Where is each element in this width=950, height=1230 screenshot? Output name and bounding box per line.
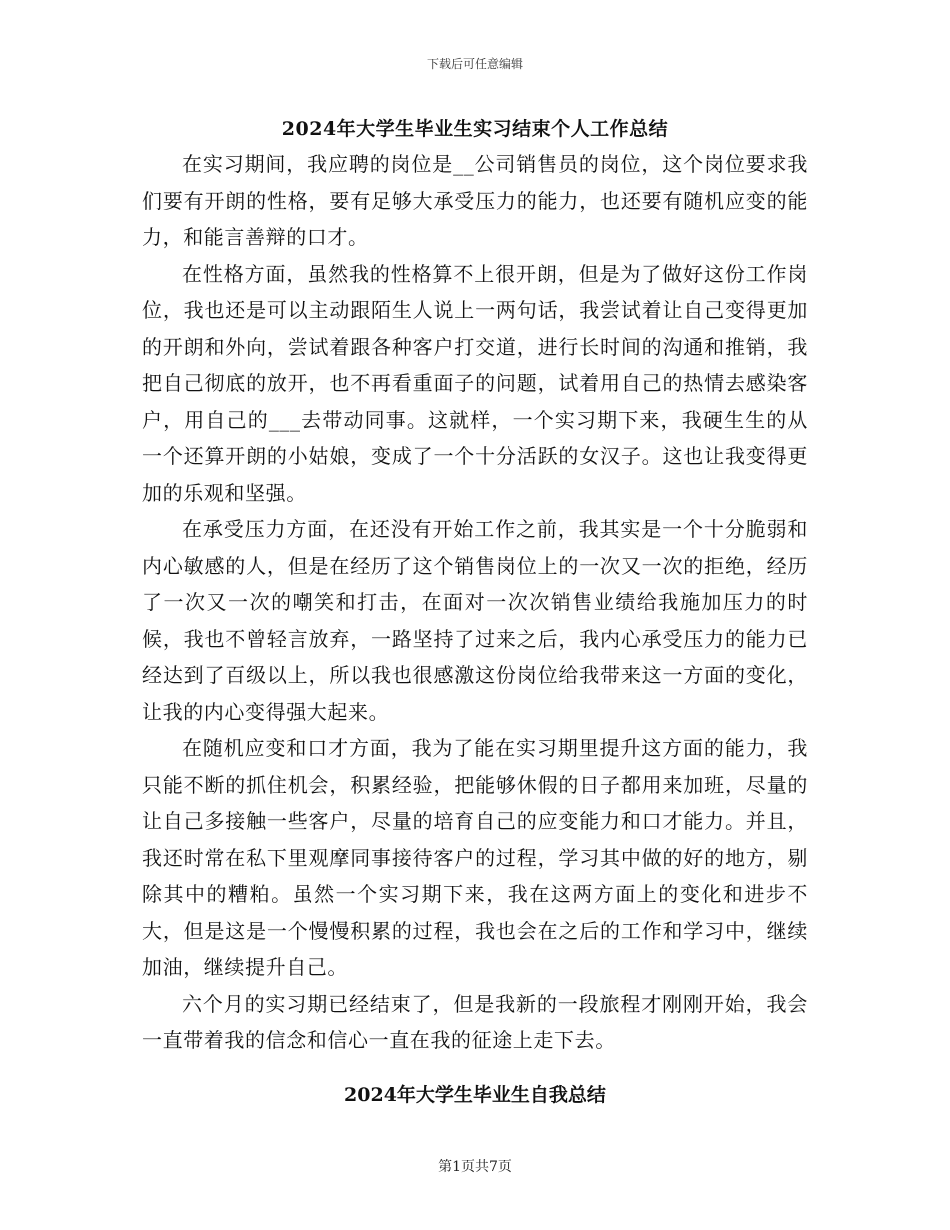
paragraph-1: 在实习期间，我应聘的岗位是__公司销售员的岗位，这个岗位要求我们要有开朗的性格，要有足够大承受压力的能力，也还要有随机应变的能力，和能言善辩的口才。 xyxy=(142,152,808,249)
paragraph-3: 在承受压力方面，在还没有开始工作之前，我其实是一个十分脆弱和内心敏感的人，但是在经历了这个销售岗位上的一次又一次的拒绝，经历了一次又一次的嘲笑和打击，在面对一次次销售业绩给我施加压力的时候，我也不曾轻言放弃，一路坚持了过来之后，我内心承受压力的能力已经达到了百级以上，所以我也很感激这份岗位给我带来这一方面的变化，让我的内心变得强大起来。 xyxy=(142,517,808,724)
next-section-title: 2024年大学生毕业生自我总结 xyxy=(344,1084,606,1106)
document-title: 2024年大学生毕业生实习结束个人工作总结 xyxy=(281,118,669,140)
document-body xyxy=(142,146,808,1059)
page-number-footer: 第1页共7页 xyxy=(438,1159,512,1175)
paragraph-5: 六个月的实习期已经结束了，但是我新的一段旅程才刚刚开始，我会一直带着我的信念和信心一直在我的征途上走下去。 xyxy=(142,991,808,1052)
paragraph-2: 在性格方面，虽然我的性格算不上很开朗，但是为了做好这份工作岗位，我也还是可以主动跟陌生人说上一两句话，我尝试着让自己变得更加的开朗和外向，尝试着跟各种客户打交道，进行长时间的沟通和推销，我把自己彻底的放开，也不再看重面子的问题，试着用自己的热情去感染客户，用自己的___去带动同事。这就样，一个实习期下来，我硬生生的从一个还算开朗的小姑娘，变成了一个十分活跃的女汉子。这也让我变得更加的乐观和坚强。 xyxy=(142,261,808,505)
header-note: 下载后可任意编辑 xyxy=(426,57,523,71)
paragraph-4: 在随机应变和口才方面，我为了能在实习期里提升这方面的能力，我只能不断的抓住机会，积累经验，把能够休假的日子都用来加班，尽量的让自己多接触一些客户，尽量的培育自己的应变能力和口才能力。并且，我还时常在私下里观摩同事接待客户的过程，学习其中做的好的地方，剔除其中的糟粕。虽然一个实习期下来，我在这两方面上的变化和进步不大，但是这是一个慢慢积累的过程，我也会在之后的工作和学习中，继续加油，继续提升自己。 xyxy=(142,736,808,979)
